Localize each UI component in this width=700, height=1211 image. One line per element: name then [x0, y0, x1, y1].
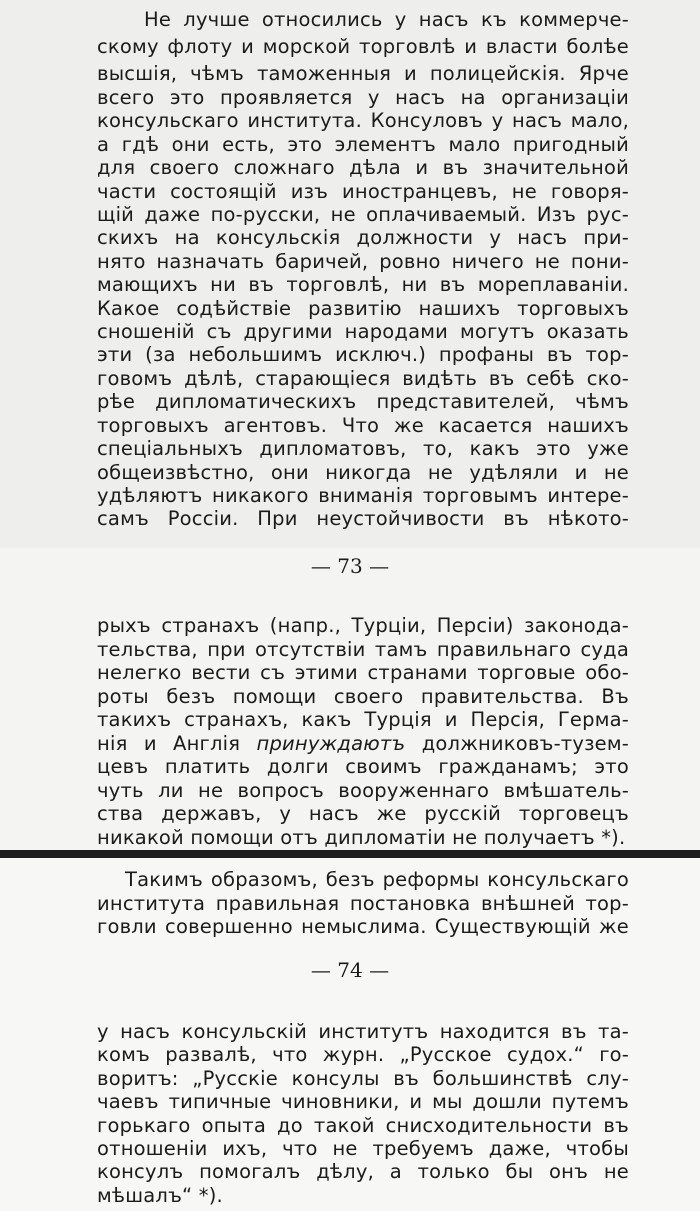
- text-line: Не лучше относились у насъ къ коммерче-: [144, 8, 629, 31]
- text-line: отношеніи ихъ, что не требуемъ даже, чтобы: [97, 1137, 629, 1160]
- text-line: удѣляютъ никакого вниманія торговымъ интере-: [97, 484, 629, 507]
- text-line: общеизвѣстно, они никогда не удѣляли и не: [97, 461, 629, 484]
- text-line: сношеній съ другими народами могутъ оказать: [97, 320, 629, 343]
- page-number: — 74 —: [310, 958, 390, 982]
- text-line: части состоящій изъ иностранцевъ, не говоря-: [97, 180, 629, 203]
- text-line: для своего сложнаго дѣла и въ значительной: [97, 156, 629, 179]
- text-line: всего это проявляется у насъ на организаціи: [97, 86, 629, 109]
- text-line: у насъ консульскій институтъ находится въ та-: [97, 1020, 629, 1043]
- text-line: спеціальныхъ дипломатовъ, то, какъ это уже: [97, 437, 629, 460]
- text-line: говомъ дѣлѣ, старающіеся видѣть въ себѣ ско-: [97, 367, 629, 390]
- text-line: говли совершенно немыслима. Существующій же: [97, 915, 629, 938]
- text-line: Такимъ образомъ, безъ реформы консульскаго: [125, 868, 629, 891]
- text-line: эти (за небольшимъ исключ.) профаны въ тор-: [97, 343, 629, 366]
- text-line: мѣшалъ“ *).: [97, 1184, 223, 1207]
- text-span: нія и Англія: [97, 732, 241, 755]
- text-span: должниковъ-тузем-: [421, 732, 630, 755]
- text-line: мающихъ ни въ торговлѣ, ни въ мореплаваніи.: [97, 273, 629, 296]
- text-line: нелегко вести съ этими странами торговые обо-: [97, 661, 629, 684]
- page-number: — 73 —: [310, 554, 390, 578]
- text-line: ства державъ, у насъ же русскій торговецъ: [97, 802, 629, 825]
- text-line: роты безъ помощи своего правительства. Въ: [97, 685, 629, 708]
- text-line: рѣе дипломатическихъ представителей, чѣмъ: [97, 390, 629, 413]
- text-line: рыхъ странахъ (напр., Турціи, Персіи) законода-: [97, 614, 629, 637]
- text-line: высшія, чѣмъ таможенныя и полицейскія. Ярче: [97, 62, 629, 85]
- text-line: скихъ на консульскія должности у насъ при-: [97, 226, 629, 249]
- text-line: консулъ помогалъ дѣлу, а только бы онъ не: [97, 1160, 629, 1183]
- text-line: комъ развалѣ, что журн. „Русское судох.“ го-: [97, 1043, 629, 1066]
- text-line: воритъ: „Русскіе консулы въ большинствѣ слу-: [97, 1067, 629, 1090]
- text-line: консульскаго института. Консуловъ у насъ мало,: [97, 109, 629, 132]
- page-fragment-3: [0, 858, 700, 1211]
- text-line: самъ Россіи. При неустойчивости въ нѣкото-: [97, 507, 629, 530]
- text-line: цевъ платить долги своимъ гражданамъ; это: [97, 755, 629, 778]
- text-line: торговыхъ агентовъ. Что же касается нашихъ: [97, 414, 629, 437]
- separator-bar: [0, 850, 700, 858]
- text-line: скому флоту и морской торговлѣ и власти болѣе: [97, 35, 629, 58]
- text-line: чаевъ типичные чиновники, и мы дошли путемъ: [97, 1090, 629, 1113]
- text-line: а гдѣ они есть, это элементъ мало пригодный: [97, 133, 629, 156]
- text-line: никакой помощи отъ дипломатіи не получаетъ *).: [97, 826, 626, 849]
- text-line: института правильная постановка внѣшней тор-: [97, 892, 629, 915]
- text-line: нято назначать баричей, ровно ничего не пони-: [97, 250, 629, 273]
- text-line: щій даже по-русски, не оплачиваемый. Изъ рус-: [97, 203, 629, 226]
- text-line: Какое содѣйствіе развитію нашихъ торговыхъ: [97, 297, 629, 320]
- text-line: такихъ странахъ, какъ Турція и Персія, Герма-: [97, 708, 629, 731]
- text-line: тельства, при отсутствіи тамъ правильнаго суда: [97, 638, 629, 661]
- page-fragment-1: [0, 0, 700, 548]
- italic-emphasis: принуждаютъ: [256, 732, 406, 755]
- text-line: горькаго опыта до такой снисходительности въ: [97, 1114, 629, 1137]
- page-fragment-2: [0, 548, 700, 850]
- text-line: чуть ли не вопросъ вооруженнаго вмѣшатель-: [97, 779, 629, 802]
